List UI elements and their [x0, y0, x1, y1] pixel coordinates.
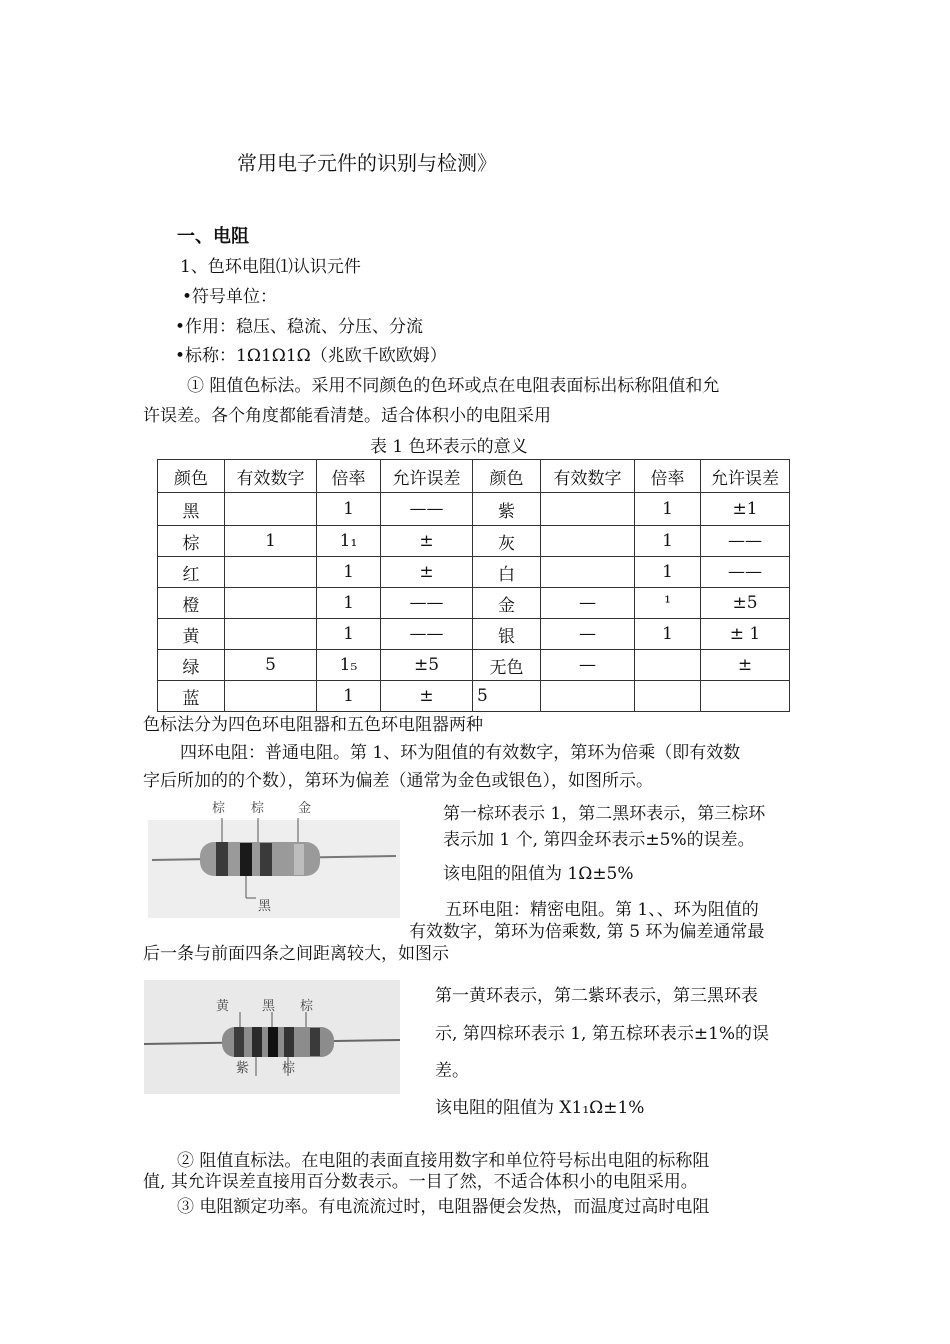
paragraph-1-line-1: ① 阻值色标法。采用不同颜色的色环或点在电阻表面标出标称阻值和允: [187, 376, 720, 396]
four-ring-line-2: 字后所加的的个数），第环为偏差（通常为金色或银色），如图所示。: [143, 771, 653, 791]
table-cell: 紫: [473, 493, 541, 526]
figure-label: 紫: [236, 1061, 250, 1076]
table-row: [158, 650, 790, 681]
table-cell: [635, 681, 701, 712]
table-cell: ±5: [381, 650, 473, 681]
table-cell: 1₅: [317, 650, 381, 681]
table-cell: [701, 681, 790, 712]
table-cell: 1: [635, 619, 701, 650]
table-cell: [635, 650, 701, 681]
table-cell: [541, 526, 635, 557]
table-cell: 1: [317, 681, 381, 712]
subsection-heading: 1、色环电阻⑴认识元件: [180, 257, 361, 277]
figure-label: 黄: [216, 999, 230, 1014]
table-cell: [225, 619, 317, 650]
figure-label: 黑: [262, 999, 276, 1014]
table-header: 倍率: [317, 460, 381, 493]
table-cell: 白: [473, 557, 541, 588]
table-cell: ±: [381, 526, 473, 557]
table-cell: 1₁: [317, 526, 381, 557]
table-header-row: [158, 460, 790, 493]
five-ring-line-3: 后一条与前面四条之间距离较大，如图示: [143, 944, 449, 964]
paragraph-2-line-1: ② 阻值直标法。在电阻的表面直接用数字和单位符号标出电阻的标称阻: [177, 1151, 710, 1171]
table-cell: —: [541, 650, 635, 681]
table-cell: ±: [701, 650, 790, 681]
five-ring-resistor-figure: [144, 980, 400, 1094]
table-header: 有效数字: [225, 460, 317, 493]
table-row: [158, 588, 790, 619]
four-ring-line-1: 四环电阻：普通电阻。第 1、环为阻值的有效数字，第环为倍乘（即有效数: [180, 743, 741, 763]
five-ring-resistor-image: [144, 980, 400, 1094]
paragraph-3-line-1: ③ 电阻额定功率。有电流流过时，电阻器便会发热，而温度过高时电阻: [177, 1197, 710, 1217]
table-cell: [225, 681, 317, 712]
table-cell: ± 1: [701, 619, 790, 650]
figure-label: 棕: [282, 1061, 296, 1076]
table-cell: 绿: [158, 650, 225, 681]
table-cell: ——: [381, 493, 473, 526]
figure-2-text-1: 第一黄环表示，第二紫环表示，第三黑环表: [435, 986, 758, 1006]
figure-2-text-2: 示, 第四棕环表示 1, 第五棕环表示±1%的误: [435, 1024, 770, 1044]
table-cell: 1: [317, 557, 381, 588]
table-caption: 表 1 色环表示的意义: [370, 437, 528, 457]
figure-label: 棕: [212, 801, 226, 816]
paragraph-1-line-2: 许误差。各个角度都能看清楚。适合体积小的电阻采用: [143, 406, 551, 426]
table-cell: ——: [701, 526, 790, 557]
table-header: 颜色: [473, 460, 541, 493]
figure-1-text-3: 该电阻的阻值为 1Ω±5%: [443, 864, 634, 884]
figure-label: 金: [298, 801, 312, 816]
after-table-line: 色标法分为四色环电阻器和五色环电阻器两种: [143, 715, 483, 735]
color-ring-table: [157, 459, 790, 712]
table-cell: 红: [158, 557, 225, 588]
table-header: 有效数字: [541, 460, 635, 493]
table-cell: 1: [225, 526, 317, 557]
table-cell: 1: [317, 619, 381, 650]
table-cell: ±5: [701, 588, 790, 619]
figure-1-text-1: 第一棕环表示 1，第二黑环表示，第三棕环: [443, 804, 766, 824]
table-cell: ——: [701, 557, 790, 588]
figure-label: 棕: [251, 801, 265, 816]
table-header: 允许误差: [701, 460, 790, 493]
table-cell: 1: [635, 493, 701, 526]
table-cell: [225, 557, 317, 588]
five-ring-line-1: 五环电阻：精密电阻。第 1、、环为阻值的: [445, 900, 759, 920]
table-cell: [541, 681, 635, 712]
table-cell: 1: [317, 493, 381, 526]
table-cell: 银: [473, 619, 541, 650]
table-cell: 黑: [158, 493, 225, 526]
table-header: 倍率: [635, 460, 701, 493]
table-cell: 棕: [158, 526, 225, 557]
table-cell: 橙: [158, 588, 225, 619]
figure-label: 棕: [300, 999, 314, 1014]
table-cell: 1: [635, 526, 701, 557]
table-cell: ——: [381, 619, 473, 650]
figure-1-text-2: 表示加 1 个, 第四金环表示±5%的误差。: [443, 830, 755, 850]
table-row: [158, 526, 790, 557]
table-header: 颜色: [158, 460, 225, 493]
table-cell: ±: [381, 557, 473, 588]
section-heading: 一、电阻: [177, 226, 249, 247]
nominal-line: •标称：1Ω1Ω1Ω（兆欧千欧欧姆）: [175, 346, 447, 366]
figure-label: 黑: [258, 899, 272, 914]
four-ring-resistor-figure: [148, 798, 400, 918]
table-row: [158, 619, 790, 650]
symbol-line: •符号单位：: [182, 287, 278, 307]
four-ring-resistor-image: [148, 798, 400, 918]
table-cell: [225, 493, 317, 526]
table-cell: 1: [317, 588, 381, 619]
table-cell: ±: [381, 681, 473, 712]
table-cell: —: [541, 588, 635, 619]
table-cell: 黄: [158, 619, 225, 650]
table-cell: [225, 588, 317, 619]
table-cell: 5: [225, 650, 317, 681]
table-cell: 5: [473, 681, 541, 712]
table-row: [158, 493, 790, 526]
table-cell: [541, 557, 635, 588]
table-cell: —: [541, 619, 635, 650]
table-header: 允许误差: [381, 460, 473, 493]
table-cell: [541, 493, 635, 526]
function-line: •作用：稳压、稳流、分压、分流: [175, 317, 424, 337]
figure-2-text-4: 该电阻的阻值为 X1₁Ω±1%: [435, 1098, 645, 1118]
five-ring-line-2: 有效数字，第环为倍乘数, 第 5 环为偏差通常最: [409, 922, 765, 942]
page-title: 常用电子元件的识别与检测》: [237, 151, 497, 175]
table-cell: 无色: [473, 650, 541, 681]
table-cell: ——: [381, 588, 473, 619]
figure-2-text-3: 差。: [435, 1061, 469, 1081]
table-cell: ¹: [635, 588, 701, 619]
table-cell: ±1: [701, 493, 790, 526]
paragraph-2-line-2: 值, 其允许误差直接用百分数表示。一目了然，不适合体积小的电阻采用。: [143, 1172, 698, 1192]
table-row: [158, 681, 790, 712]
table-cell: 金: [473, 588, 541, 619]
table-cell: 蓝: [158, 681, 225, 712]
table-cell: 1: [635, 557, 701, 588]
table-row: [158, 557, 790, 588]
table-cell: 灰: [473, 526, 541, 557]
